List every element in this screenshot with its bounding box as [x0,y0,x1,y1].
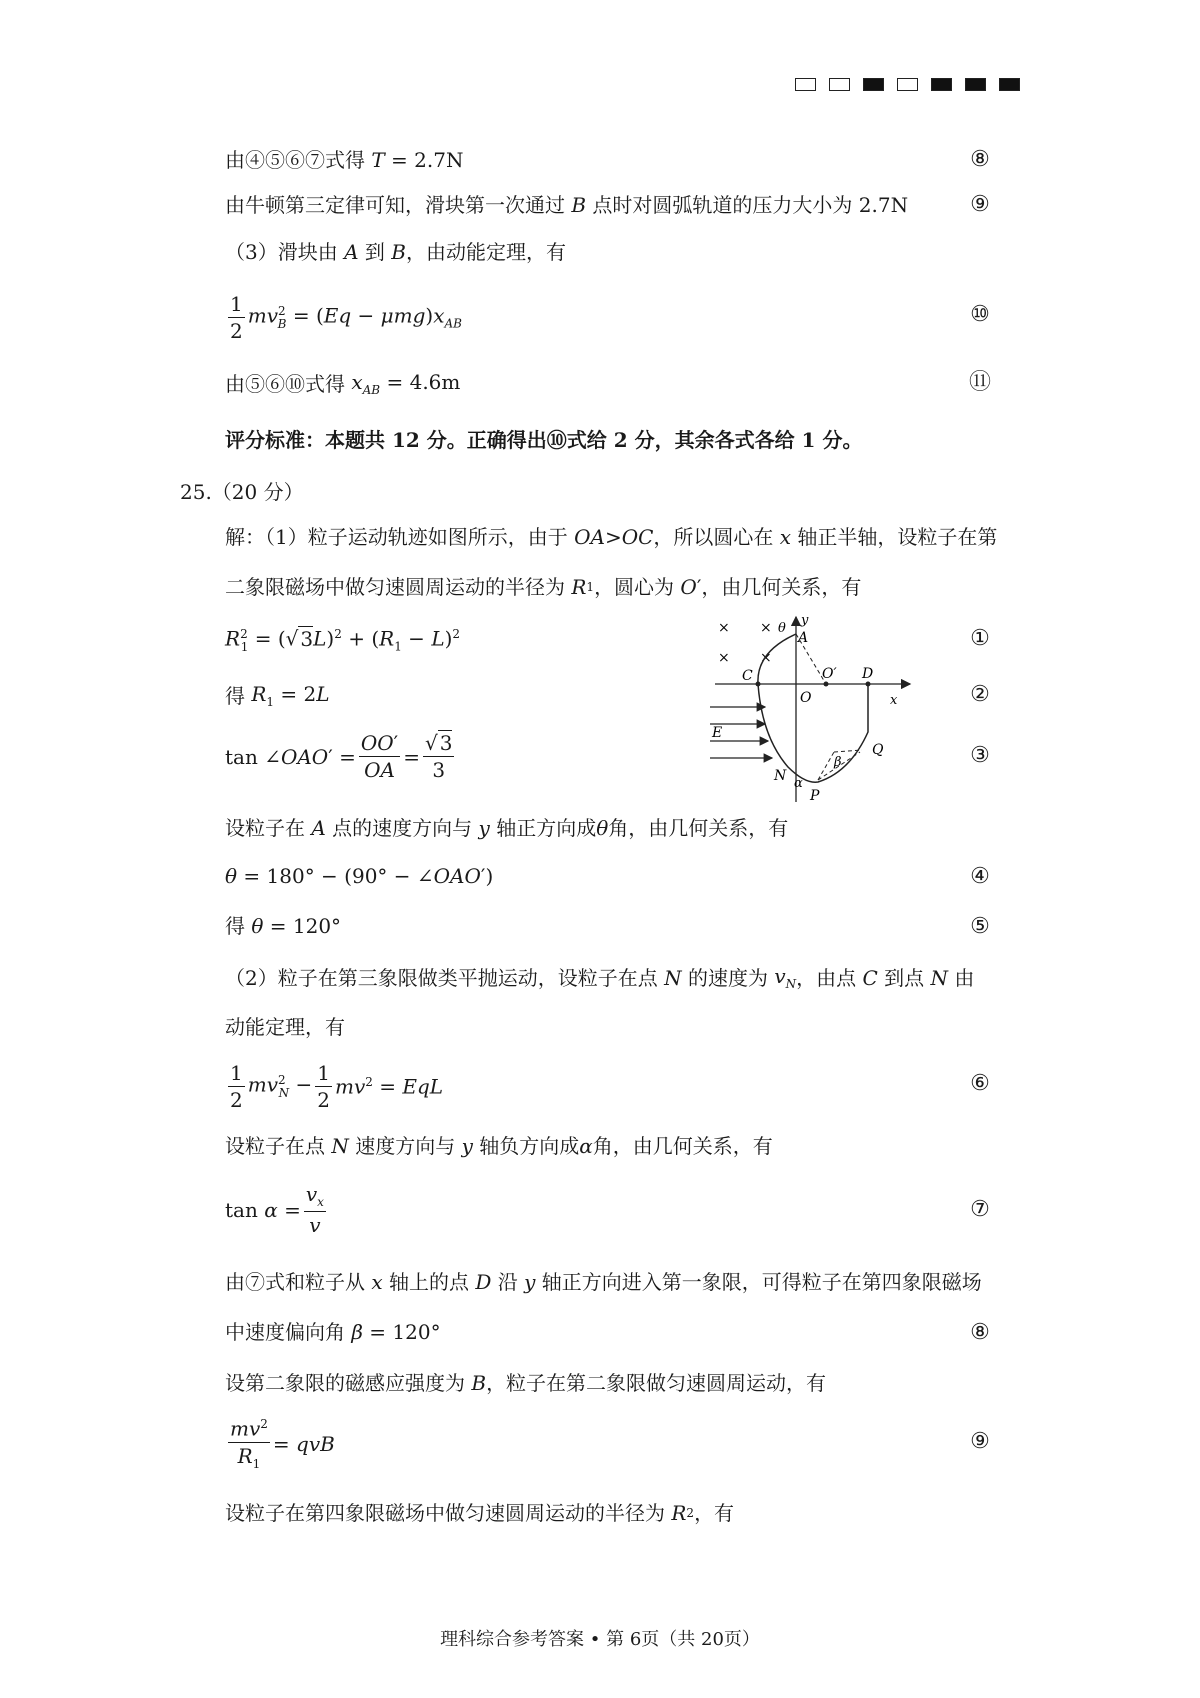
marker-box-filled [863,78,884,91]
label-N: N [774,768,787,784]
equation-number: ⑥ [970,1071,990,1096]
text: 的速度为 [687,966,768,990]
equation-number: ⑧ [970,147,990,172]
solution-line: 中速度偏向角 β = 120° [225,1320,441,1344]
equation-number: ⑨ [970,1429,990,1454]
equation-line: tan α = $\frac{v_x}{v}$ [225,1182,324,1237]
page-markers [795,78,1020,91]
text: 角，由几何关系，有 [592,1134,773,1158]
text: ，圆心为 [594,575,675,599]
fraction: $\frac{mv^2}{R_1}$ [230,1416,268,1471]
marker-box [795,78,816,91]
cross-mark: × [718,650,730,666]
label-C: C [742,668,753,684]
point-D [866,682,871,687]
text: 得 [225,914,245,938]
equation-line: 得 θ = 120° [225,914,342,938]
cross-mark: × [718,620,730,636]
text: 设粒子在点 [225,1134,325,1158]
text: 中速度偏向角 [225,1320,345,1344]
text: ，有 [694,1501,735,1525]
equation-number: ③ [970,743,990,768]
text: 轴上的点 [389,1270,469,1294]
label-P: P [810,788,820,804]
question-number: 25.（20 分） [180,480,304,504]
solution-line: 动能定理，有 [225,1015,345,1039]
text: ，由点 [796,966,857,990]
text: 得 [225,684,245,708]
label-E: E [712,725,723,741]
text: 轴负方向成 [479,1134,580,1158]
solution-line: 设第二象限的磁感应强度为 B ，粒子在第二象限做匀速圆周运动，有 [225,1371,827,1395]
fraction: $\frac{1}{2}$ [230,1061,243,1112]
cross-mark: × [760,650,772,666]
equation-line: tan ∠OAO′ = $\frac{OO'}{OA}$ = $\frac{√ 3}{3}$ [225,731,453,782]
label-O: O [800,690,812,706]
equation-number: ⑩ [970,302,990,327]
point-Oprime [824,682,829,687]
marker-box-filled [931,78,952,91]
text: 由⑦式和粒子从 [225,1270,365,1294]
text: 由牛顿第三定律可知，滑块第一次通过 [225,193,565,217]
equation-line: $\frac{mv^2}{R_1}$ = qvB [230,1416,335,1471]
beta-label: β [834,755,842,770]
label-Oprime: O′ [822,666,837,682]
text: ，粒子在第二象限做匀速圆周运动，有 [486,1371,827,1395]
text: ，由动能定理，有 [405,240,566,264]
solution-line [225,147,1200,172]
grading-standard: 评分标准：本题共 12 分。正确得出⑩式给 2 分，其余各式各给 1 分。 [225,428,863,452]
y-label: y [801,613,809,628]
label-D: D [862,666,874,682]
solution-line: （2）粒子在第三象限做类平抛运动，设粒子在点 N 的速度为 $v_N$ ，由点 C 到点 N 由 [225,964,975,991]
text: 沿 [497,1270,518,1294]
equation-number: ⑧ [970,1320,990,1345]
fraction: $\frac{v_x}{v}$ [305,1182,324,1237]
equation-number: ⑪ [968,370,991,395]
fraction: $\frac{1}{2}$ [317,1061,330,1112]
theta-label: θ [778,621,786,636]
text: 设粒子在第四象限磁场中做匀速圆周运动的半径为 [225,1501,665,1525]
cross-mark: × [760,620,772,636]
text: 由④⑤⑥⑦式得 [225,148,365,172]
text: 设第二象限的磁感应强度为 [225,1371,465,1395]
equation-line: θ = 180° − (90° − ∠OAO′) [225,864,494,888]
equation-number: ⑦ [970,1197,990,1222]
page-footer: 理科综合参考答案 • 第 6页（共 20页） [440,1629,760,1650]
solution-line: 解：（1）粒子运动轨迹如图所示，由于 OA > OC ，所以圆心在 x 轴正半轴，设粒子在第 [225,525,998,549]
equation-number: ⑤ [970,914,990,939]
equation-line: $R^2_1$ = (√ $3L)^2 + (R_1 - L)^2$ [225,626,461,654]
text: 二象限磁场中做匀速圆周运动的半径为 [225,575,565,599]
text: 到 [364,240,385,264]
marker-box [897,78,918,91]
solution-line: 由⑦式和粒子从 x 轴上的点 D 沿 y 轴正方向进入第一象限，可得粒子在第四象限磁场 [225,1270,982,1294]
text: 由⑤⑥⑩式得 [225,372,345,396]
text: 点的速度方向与 [332,816,473,840]
point-C [756,682,761,687]
solution-line: 二象限磁场中做匀速圆周运动的半径为 R 1 ，圆心为 O ′ ，由几何关系，有 [225,575,862,599]
fraction: $\frac{OO'}{OA}$ [360,731,399,782]
trajectory-path [758,634,868,782]
text: 解：（1）粒子运动轨迹如图所示，由于 [225,525,568,549]
text: 轴正方向成 [496,816,597,840]
label-A: A [798,630,809,646]
trajectory-diagram [710,612,930,807]
equation-number: ⑨ [970,192,990,217]
x-label: x [890,693,898,708]
fraction: $\frac{√ 3}{3}$ [424,731,453,782]
text: 由 [954,966,975,990]
text: ，所以圆心在 [653,525,774,549]
solution-line: （3）滑块由 A 到 B ，由动能定理，有 [225,240,566,264]
equation-number: ① [970,626,990,651]
text: 点时对圆弧轨道的压力大小为 2.7N [592,193,909,217]
label-Q: Q [872,742,884,758]
text: 角，由几何关系，有 [608,816,789,840]
solution-line: 由牛顿第三定律可知，滑块第一次通过 B 点时对圆弧轨道的压力大小为 2.7N [225,193,909,217]
text: 到点 [884,966,925,990]
equation-line: $\frac{1}{2}$ $mv^2_B = (Eq - \mu mg)x_{AB}$ [230,292,462,343]
alpha-label: α [794,776,803,791]
text: 轴正半轴，设粒子在第 [797,525,998,549]
text: （3）滑块由 [225,240,338,264]
marker-box-filled [965,78,986,91]
marker-box-filled [999,78,1020,91]
text: ，由几何关系，有 [701,575,862,599]
equation-number: ④ [970,864,990,889]
fraction: $\frac{1}{2}$ [230,292,243,343]
text: 设粒子在 [225,816,305,840]
equation: T = 2.7N [371,148,464,172]
equation-line: $\frac{1}{2}$ $mv^2_N$ − $\frac{1}{2}$ $mv^2$ = EqL [230,1061,444,1112]
text: （2）粒子在第三象限做类平抛运动，设粒子在点 [225,966,658,990]
equation-line: 得 $R_1 = 2L$ [225,682,330,709]
solution-line: 设粒子在 A 点的速度方向与 y 轴正方向成 θ 角，由几何关系，有 [225,816,789,840]
marker-box [829,78,850,91]
text: 速度方向与 [355,1134,456,1158]
equation-number: ② [970,682,990,707]
solution-line: 设粒子在第四象限磁场中做匀速圆周运动的半径为 R 2 ，有 [225,1501,735,1525]
solution-line: 由⑤⑥⑩式得 $x_{AB} = 4.6m$ [225,370,461,397]
text: 轴正方向进入第一象限，可得粒子在第四象限磁场 [541,1270,982,1294]
solution-line: 设粒子在点 N 速度方向与 y 轴负方向成 α 角，由几何关系，有 [225,1134,773,1158]
